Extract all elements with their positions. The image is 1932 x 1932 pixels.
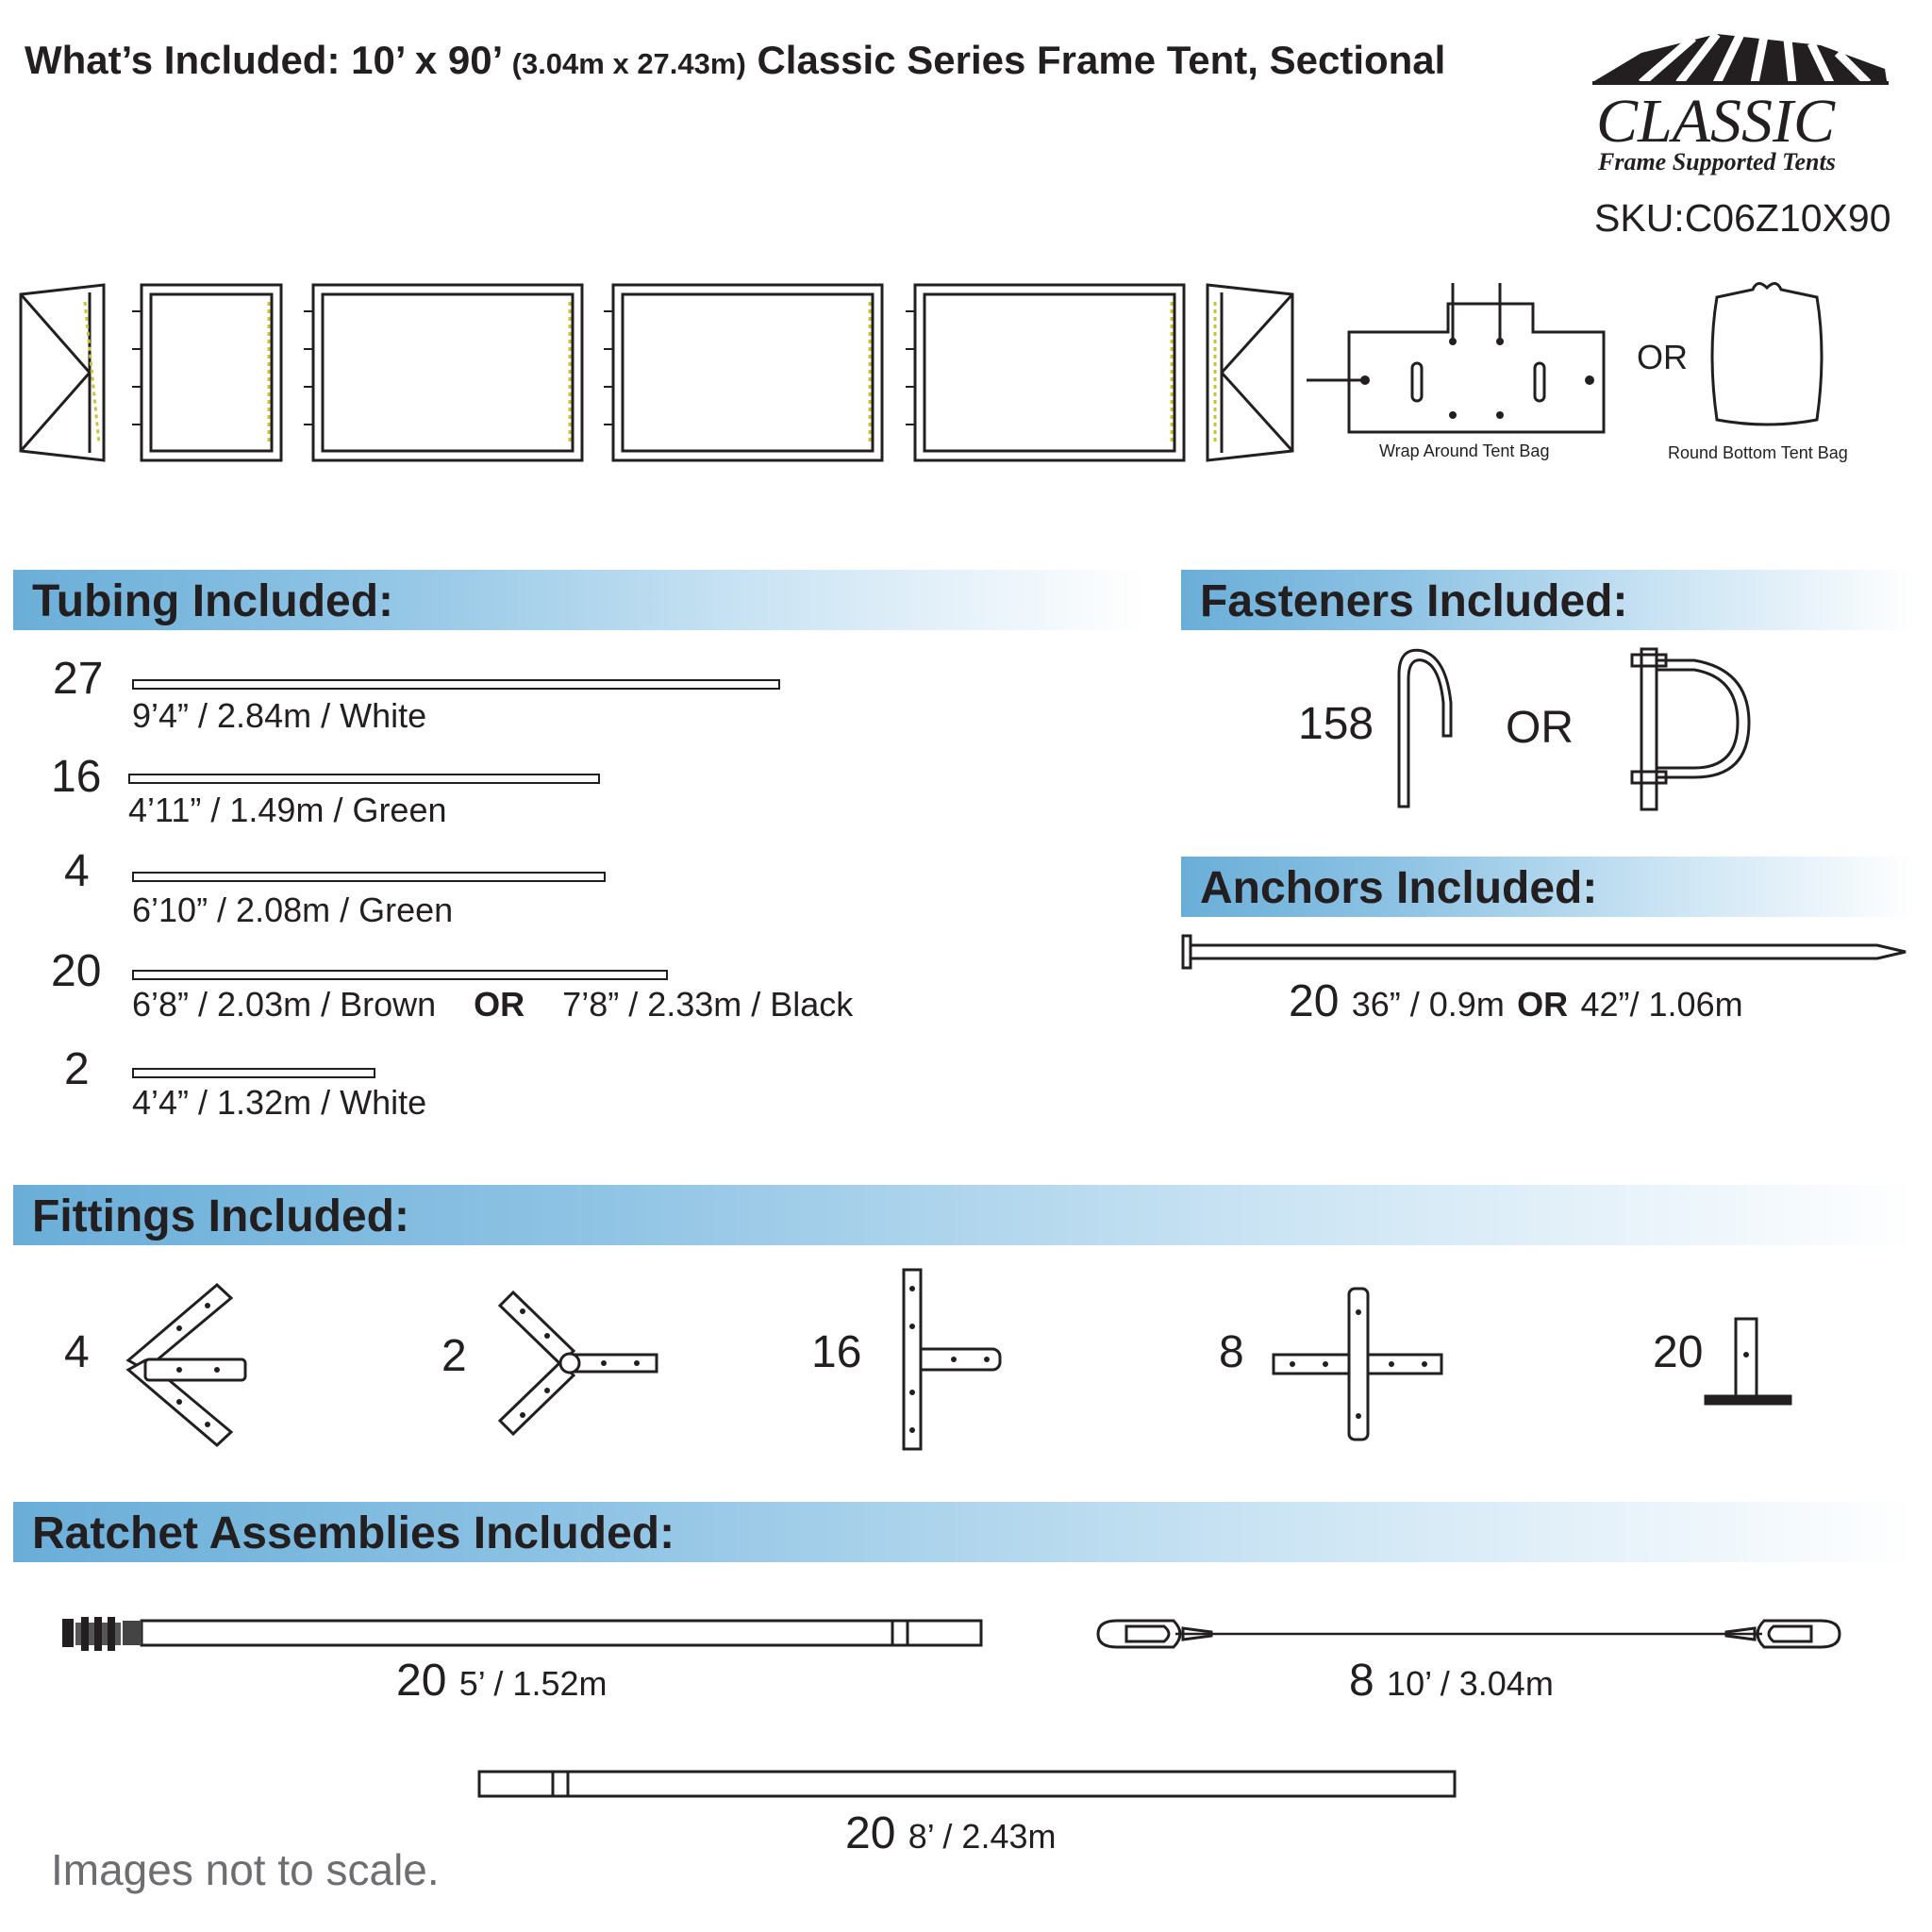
round-bottom-tent-bag-icon xyxy=(1706,278,1828,429)
long-strap-icon xyxy=(477,1768,1458,1800)
ratchet-strap-icon xyxy=(62,1615,987,1653)
fasteners-qty: 158 xyxy=(1298,699,1374,749)
tubing-label-3: 6’10” / 2.08m / Green xyxy=(132,891,454,929)
fitting-qty-2: 2 xyxy=(441,1331,467,1381)
y-fitting-icon xyxy=(500,1292,660,1434)
tent-section-1 xyxy=(142,285,281,460)
tubing-header xyxy=(13,570,1145,630)
tubing-qty-5: 2 xyxy=(64,1044,90,1094)
tubing-label-2: 4’11” / 1.49m / Green xyxy=(128,791,447,829)
scale-note: Images not to scale. xyxy=(51,1845,440,1894)
anchors-header xyxy=(1181,857,1917,917)
fitting-qty-5: 20 xyxy=(1653,1327,1704,1377)
title-metric: (3.04m x 27.43m) xyxy=(511,47,746,80)
logo-tagline: Frame Supported Tents xyxy=(1598,148,1836,175)
fitting-qty-1: 4 xyxy=(64,1327,90,1377)
lynch-pin-icon xyxy=(1628,649,1760,809)
fasteners-or: OR xyxy=(1506,703,1574,753)
classic-logo xyxy=(1585,26,1896,187)
r-clip-icon xyxy=(1394,646,1460,811)
fitting-qty-4: 8 xyxy=(1219,1327,1244,1377)
anchors-row xyxy=(1289,975,1743,1027)
tubing-qty-4: 20 xyxy=(51,946,102,996)
anchor-stake-icon xyxy=(1179,934,1915,972)
tubing-label-4 xyxy=(132,985,853,1024)
tent-sections-diagram xyxy=(0,274,1321,481)
tube-white-short xyxy=(132,1068,375,1078)
tent-stripes-icon xyxy=(1592,34,1889,83)
title-rest: Classic Series Frame Tent, Sectional xyxy=(757,38,1446,82)
strap-label: 5’ / 1.52m xyxy=(458,1664,608,1703)
ratchets-heading: Ratchet Assemblies Included: xyxy=(32,1508,675,1558)
tent-section-3 xyxy=(613,285,882,460)
tubing-qty-1: 27 xyxy=(53,654,104,704)
title-main: What’s Included: 10’ x 90’ xyxy=(25,38,501,82)
anchors-qty: 20 xyxy=(1289,976,1340,1026)
anchors-label-a: 36” / 0.9m xyxy=(1351,985,1505,1024)
cable-assembly-icon xyxy=(1089,1613,1849,1660)
bag-or-label: OR xyxy=(1637,338,1688,376)
anchors-or: OR xyxy=(1517,985,1569,1024)
tube-white-long xyxy=(132,679,780,690)
tubing-or: OR xyxy=(474,985,525,1024)
tubing-qty-2: 16 xyxy=(51,752,102,802)
tubing-label-4b: 7’8” / 2.33m / Black xyxy=(562,985,854,1024)
fittings-heading: Fittings Included: xyxy=(32,1191,409,1241)
wrap-around-tent-bag-icon xyxy=(1307,283,1608,443)
strap-row xyxy=(396,1655,607,1707)
tent-section-2 xyxy=(313,285,582,460)
long-strap-qty: 20 xyxy=(845,1808,896,1858)
tubing-label-4a: 6’8” / 2.03m / Brown xyxy=(132,985,437,1024)
fitting-qty-3: 16 xyxy=(811,1327,862,1377)
sku-label: SKU:C06Z10X90 xyxy=(1594,196,1891,240)
base-plate-icon xyxy=(1704,1317,1798,1411)
ratchets-header xyxy=(13,1502,1917,1562)
anchors-heading: Anchors Included: xyxy=(1200,863,1598,913)
wrap-bag-label: Wrap Around Tent Bag xyxy=(1379,441,1550,460)
tent-section-4 xyxy=(915,285,1184,460)
tube-green-short xyxy=(128,774,600,784)
tubing-label-5: 4’4” / 1.32m / White xyxy=(132,1083,427,1122)
long-strap-label: 8’ / 2.43m xyxy=(908,1817,1057,1856)
fasteners-heading: Fasteners Included: xyxy=(1200,576,1628,626)
fittings-header xyxy=(13,1185,1917,1245)
three-way-angle-fitting-icon xyxy=(123,1285,255,1445)
cross-fitting-icon xyxy=(1274,1289,1443,1440)
logo-text: CLASSIC xyxy=(1596,87,1836,156)
tubing-qty-3: 4 xyxy=(64,846,90,896)
tubing-label-1: 9’4” / 2.84m / White xyxy=(132,696,427,735)
long-strap-row xyxy=(845,1807,1056,1859)
tubing-heading: Tubing Included: xyxy=(32,576,394,626)
tube-brown-or-black xyxy=(132,970,668,980)
t-fitting-icon xyxy=(902,1270,1006,1449)
cable-row xyxy=(1349,1655,1554,1707)
round-bag-label: Round Bottom Tent Bag xyxy=(1668,443,1848,462)
strap-qty: 20 xyxy=(396,1656,447,1706)
fasteners-header xyxy=(1181,570,1917,630)
cable-label: 10’ / 3.04m xyxy=(1387,1664,1554,1703)
tube-green-long xyxy=(132,872,606,882)
page-title xyxy=(25,38,1445,83)
tent-end-right xyxy=(1208,285,1292,460)
anchors-label-b: 42”/ 1.06m xyxy=(1580,985,1743,1024)
cable-qty: 8 xyxy=(1349,1656,1374,1706)
